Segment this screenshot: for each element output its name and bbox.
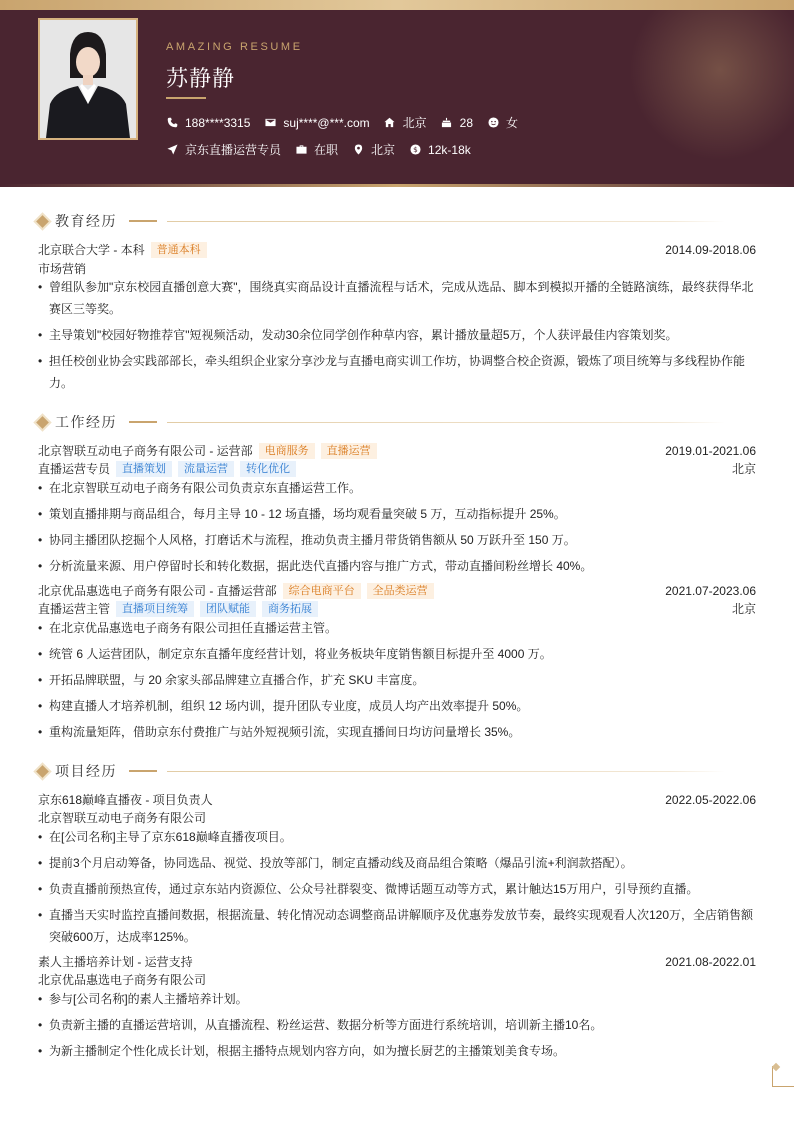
section-title: 教育经历 (55, 213, 117, 229)
job-bullet: • 开拓品牌联盟，与 20 余家头部品牌建立直播合作，扩充 SKU 丰富度。 (38, 669, 756, 691)
job-position: 直播运营主管 (38, 602, 111, 616)
money-icon (409, 144, 421, 156)
project-bullet-cont (38, 926, 756, 948)
gender-item (487, 114, 518, 131)
gender-text: 女 (506, 116, 519, 130)
profile-photo (38, 18, 138, 140)
skill-tag: 转化优化 (240, 461, 296, 477)
industry-tag: 综合电商平台 (283, 583, 361, 599)
skill-tag: 直播策划 (116, 461, 172, 477)
job-date: 2021.07-2023.06 (665, 583, 756, 598)
school-name: 北京联合大学 - 本科 (38, 243, 145, 257)
contact-row (166, 114, 532, 131)
age-text: 28 (459, 115, 473, 130)
company-name: 北京智联互动电子商务有限公司 - 运营部 (38, 444, 253, 458)
education-bullet-cont (38, 372, 756, 394)
hometown-text: 北京 (402, 116, 427, 130)
section-projects (35, 761, 760, 781)
section-diamond-icon (36, 416, 49, 429)
job-bullet: • 在北京智联互动电子商务有限公司负责京东直播运营工作。 (38, 477, 756, 499)
job-intent-row (166, 141, 485, 158)
home-icon (384, 117, 396, 129)
bullet-continuation: 突破600万，达成率125%。 (49, 930, 196, 944)
section-dash (129, 220, 157, 222)
bullet-continuation: 力。 (49, 376, 74, 390)
job-city: 北京 (731, 602, 756, 616)
job-position-row (38, 600, 756, 617)
job-city: 北京 (731, 462, 756, 476)
send-icon (166, 144, 178, 156)
face-icon (487, 117, 499, 129)
project-bullet: • 直播当天实时监控直播间数据，根据流量、转化情况动态调整商品讲解顺序及优惠券发放节奏，最终实现观看人次120万，全店销售额 (38, 904, 756, 926)
resume-header (0, 10, 794, 185)
section-education (35, 211, 760, 231)
industry-tag: 电商服务 (259, 443, 315, 459)
section-dash (129, 770, 157, 772)
skill-tag: 直播项目统筹 (116, 601, 194, 617)
education-school-row (38, 241, 756, 258)
project-name-row (38, 953, 756, 970)
phone-icon (166, 117, 178, 129)
target-job-item (166, 141, 281, 158)
name-underline (166, 97, 206, 99)
hometown-item (384, 114, 427, 131)
project-bullet: • 提前3个月启动筹备，协同选品、视觉、投放等部门，制定直播动线及商品组合策略（爆品引流+利润款搭配）。 (38, 852, 756, 874)
job-company-row (38, 582, 756, 599)
skill-tag: 团队赋能 (200, 601, 256, 617)
status-item (295, 141, 338, 158)
project-company: 北京智联互动电子商务有限公司 (38, 811, 207, 825)
email-item (264, 116, 369, 130)
candidate-name: 苏静静 (166, 66, 236, 91)
bullet-continuation: 赛区三等奖。 (49, 302, 122, 316)
project-date: 2021.08-2022.01 (665, 954, 756, 969)
project-company: 北京优品惠选电子商务有限公司 (38, 973, 207, 987)
cake-icon (441, 117, 453, 129)
job-company-row (38, 442, 756, 459)
major: 市场营销 (38, 262, 87, 276)
education-bullet: • 担任校创业协会实践部部长，牵头组织企业家分享沙龙与直播电商实训工作坊，协调整合校企资源，锻炼了项目统筹与多线程协作能 (38, 350, 756, 372)
project-bullet: • 参与[公司名称]的素人主播培养计划。 (38, 988, 756, 1010)
education-bullet: • 主导策划"校园好物推荐官"短视频活动，发动30余位同学创作种草内容，累计播放量超5万，个人获评最佳内容策划奖。 (38, 324, 756, 346)
project-name: 京东618巅峰直播夜 - 项目负责人 (38, 793, 213, 807)
target-city-text: 北京 (371, 143, 396, 157)
skill-tag: 商务拓展 (262, 601, 318, 617)
project-bullet: • 负责新主播的直播运营培训，从直播流程、粉丝运营、数据分析等方面进行系统培训，培训新主播10名。 (38, 1014, 756, 1036)
section-work (35, 412, 760, 432)
job-bullet: • 重构流量矩阵，借助京东付费推广与站外短视频引流，实现直播间日均访问量增长 35%。 (38, 721, 756, 743)
industry-tag: 直播运营 (321, 443, 377, 459)
section-divider (167, 771, 725, 772)
target-job-text: 京东直播运营专员 (185, 143, 282, 157)
company-name: 北京优品惠选电子商务有限公司 - 直播运营部 (38, 584, 277, 598)
section-title: 工作经历 (55, 414, 117, 430)
top-gold-stripe (0, 0, 794, 10)
project-date: 2022.05-2022.06 (665, 792, 756, 807)
education-bullet: • 曾组队参加"京东校园直播创意大赛"，围绕真实商品设计直播流程与话术，完成从选品、脚本到模拟开播的全链路演练，最终获得华北 (38, 276, 756, 298)
skill-tag: 流量运营 (178, 461, 234, 477)
resume-subtitle: AMAZING RESUME (166, 41, 303, 53)
job-bullet: • 分析流量来源、用户停留时长和转化数据，据此迭代直播内容与推广方式，带动直播间粉丝增长 40%。 (38, 555, 756, 577)
job-bullet: • 在北京优品惠选电子商务有限公司担任直播运营主管。 (38, 617, 756, 639)
location-pin-icon (352, 144, 364, 156)
education-bullet-cont (38, 298, 756, 320)
education-date: 2014.09-2018.06 (665, 242, 756, 257)
salary-text: 12k-18k (428, 142, 471, 157)
project-bullet: • 在[公司名称]主导了京东618巅峰直播夜项目。 (38, 826, 756, 848)
section-divider (167, 221, 725, 222)
header-bottom-border (0, 184, 794, 187)
phone-item (166, 116, 250, 130)
project-company-row (38, 809, 756, 826)
job-position: 直播运营专员 (38, 462, 111, 476)
salary-item (409, 143, 471, 157)
project-name: 素人主播培养计划 - 运营支持 (38, 955, 193, 969)
degree-tag: 普通本科 (151, 242, 207, 258)
job-bullet: • 策划直播排期与商品组合，每月主导 10 - 12 场直播，场均观看量突破 5 万，互动指标提升 25%。 (38, 503, 756, 525)
email-text: suj****@***.com (283, 115, 370, 130)
job-date: 2019.01-2021.06 (665, 443, 756, 458)
project-name-row (38, 791, 756, 808)
target-city-item (352, 141, 395, 158)
section-divider (167, 422, 725, 423)
project-company-row (38, 971, 756, 988)
svg-text:$: $ (412, 144, 418, 154)
section-dash (129, 421, 157, 423)
section-diamond-icon (36, 765, 49, 778)
phone-text: 188****3315 (185, 115, 251, 130)
job-bullet: • 协同主播团队挖掘个人风格，打磨话术与流程，推动负责主播月带货销售额从 50 万跃升至 150 万。 (38, 529, 756, 551)
section-diamond-icon (36, 215, 49, 228)
education-major-row (38, 260, 756, 277)
section-title: 项目经历 (55, 763, 117, 779)
project-bullet: • 负责直播前预热宣传，通过京东站内资源位、公众号社群裂变、微博话题互动等方式，累计触达15万用户，引导预约直播。 (38, 878, 756, 900)
job-position-row (38, 460, 756, 477)
job-bullet: • 构建直播人才培养机制，组织 12 场内训，提升团队专业度，成员人均产出效率提升 50%。 (38, 695, 756, 717)
mail-icon (264, 117, 276, 129)
industry-tag: 全品类运营 (367, 583, 434, 599)
job-bullet: • 统管 6 人运营团队，制定京东直播年度经营计划，将业务板块年度销售额目标提升至 4000 万。 (38, 643, 756, 665)
age-item (441, 116, 473, 130)
project-bullet: • 为新主播制定个性化成长计划，根据主播特点规划内容方向，如为擅长厨艺的主播策划美食专场。 (38, 1040, 756, 1062)
briefcase-icon (295, 144, 307, 156)
status-text: 在职 (314, 143, 339, 157)
